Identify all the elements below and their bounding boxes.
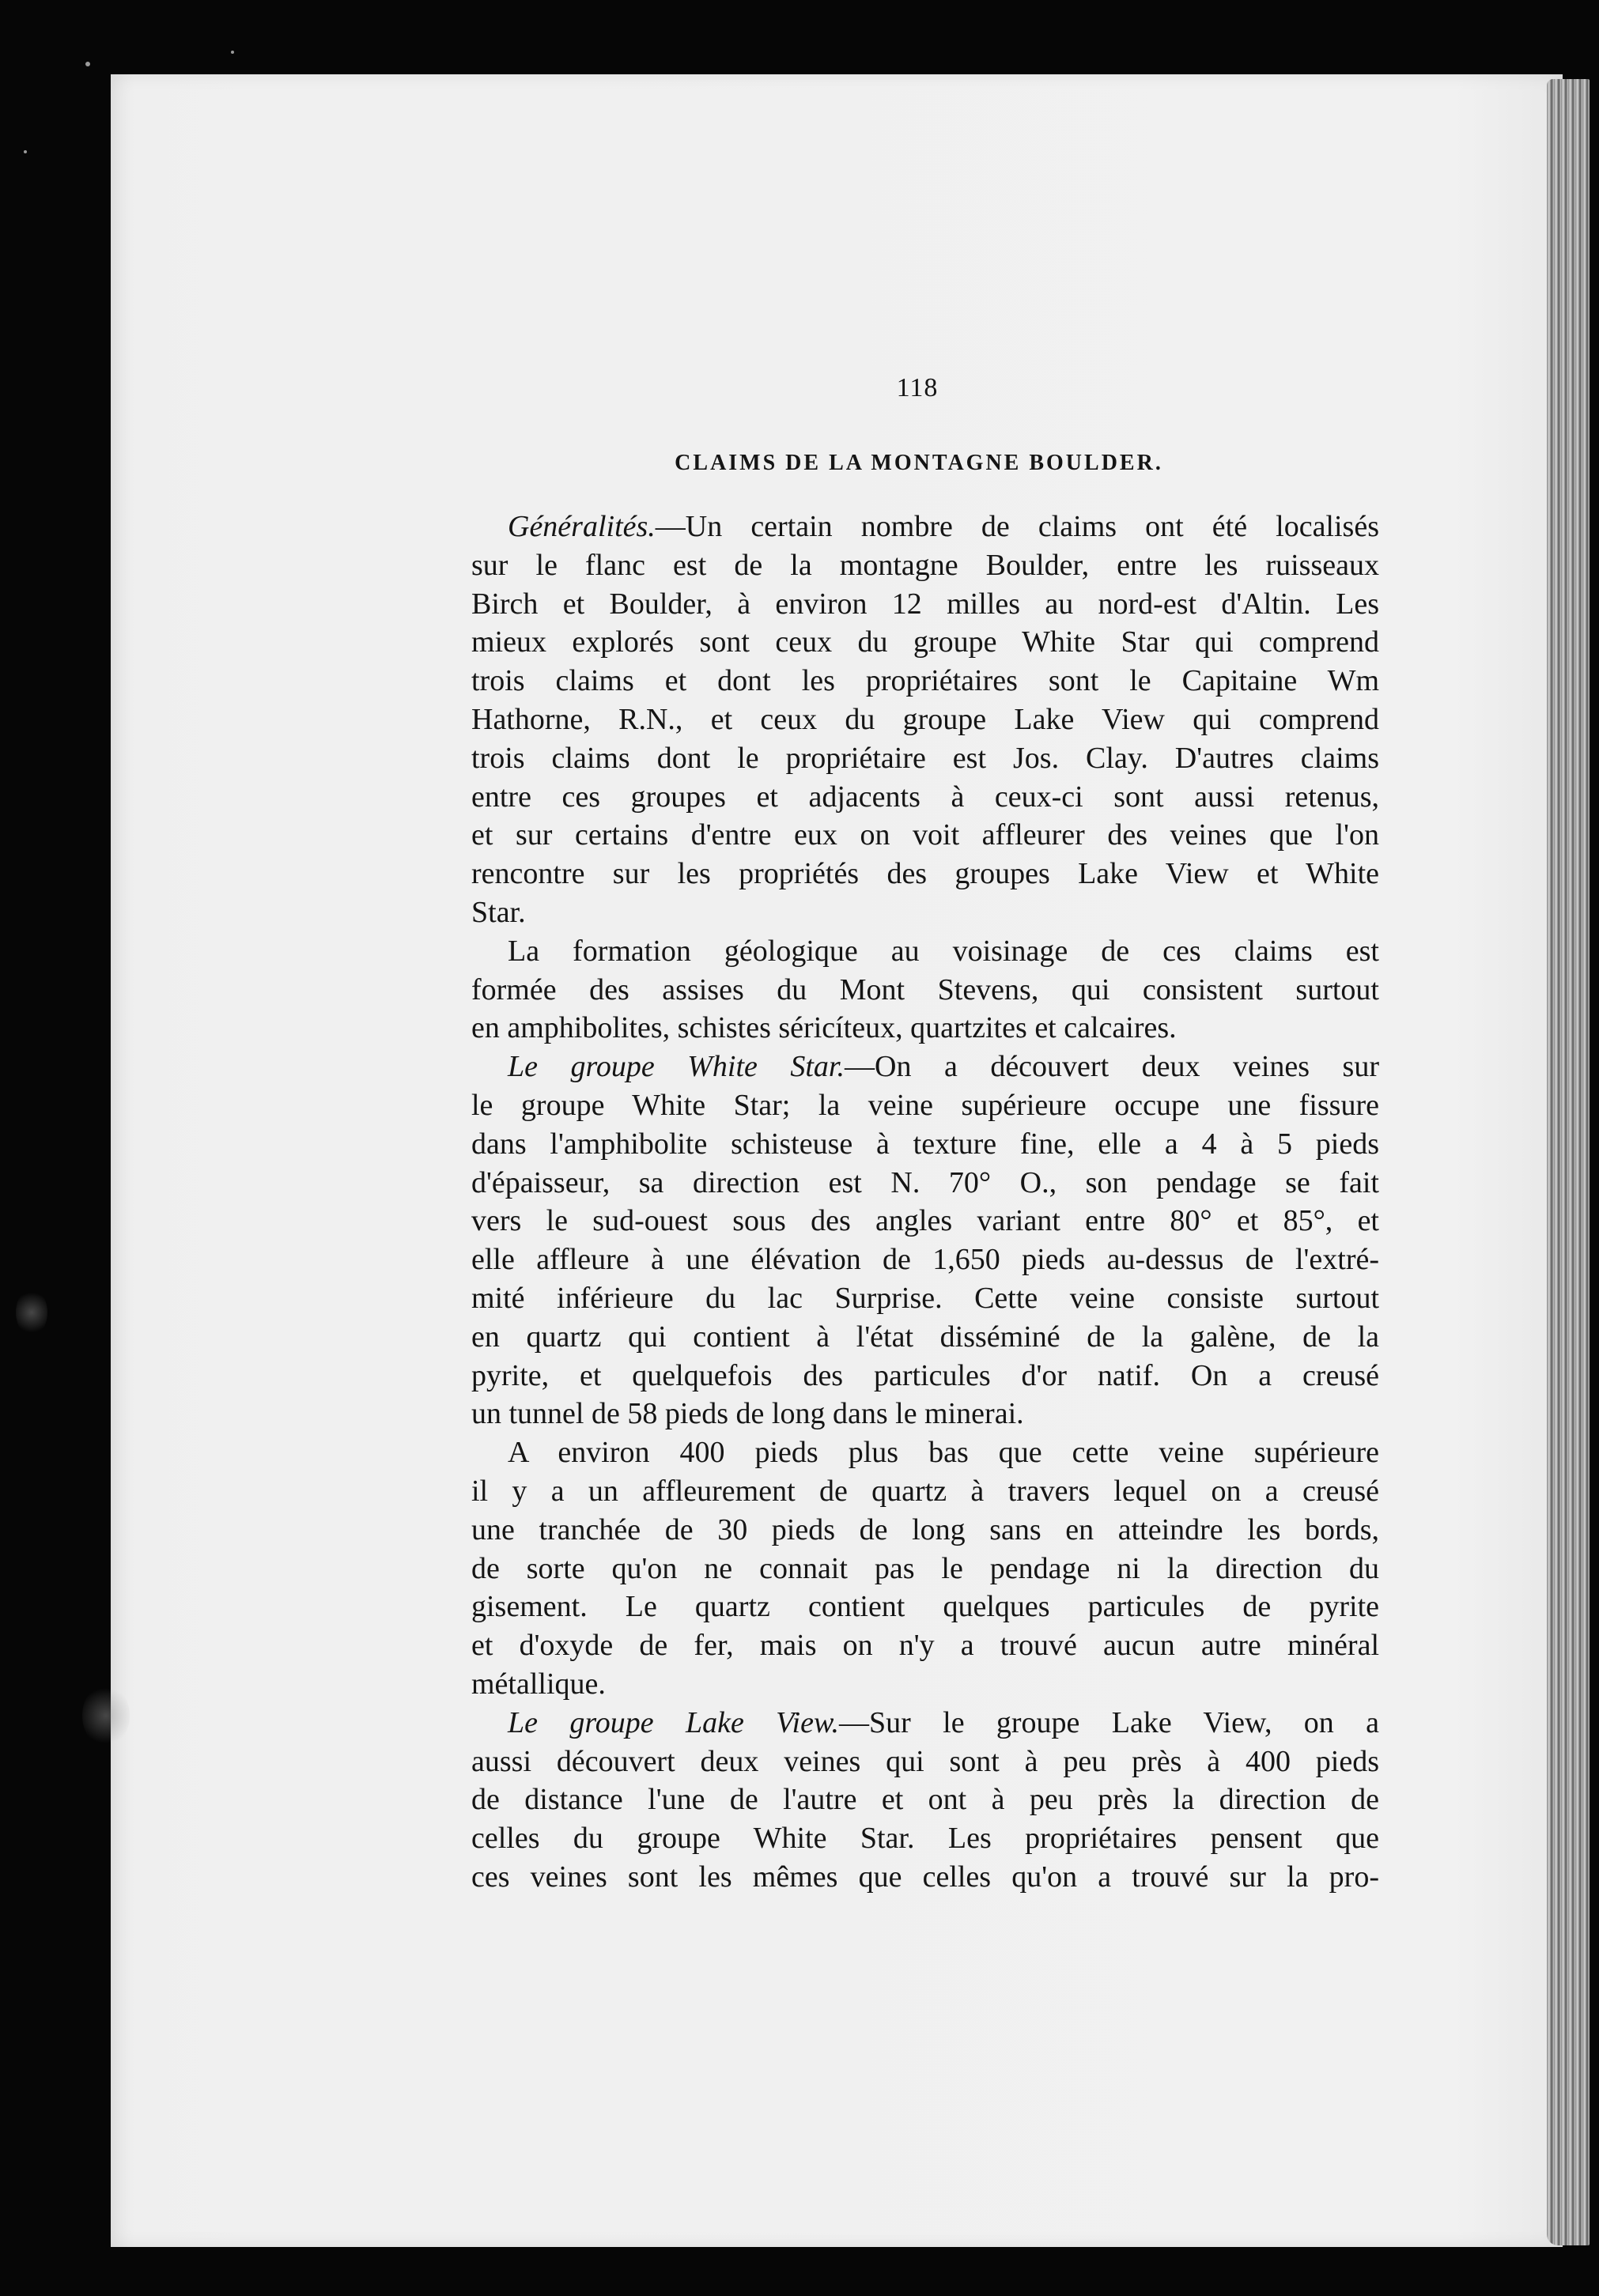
text-line: pyrite, et quelquefois des particules d'or natif. On a creusé — [471, 1358, 1379, 1392]
text-line: Birch et Boulder, à environ 12 milles au nord-est d'Altin. Les — [471, 587, 1379, 621]
text-line: formée des assises du Mont Stevens, qui consistent surtout — [471, 972, 1379, 1006]
run-in-heading: Généralités. — [508, 510, 656, 543]
dust-speck — [85, 62, 90, 66]
text-line: sur le flanc est de la montagne Boulder, entre les ruisseaux — [471, 548, 1379, 582]
text-line: celles du groupe White Star. Les propriétaires pensent que — [471, 1822, 1379, 1856]
page-edge-stack — [1547, 79, 1590, 2245]
text-line: ces veines sont les mêmes que celles qu'on a trouvé sur la pro- — [471, 1860, 1379, 1894]
text-line: dans l'amphibolite schisteuse à texture fine, elle a 4 à 5 pieds — [471, 1127, 1379, 1161]
text-line: en amphibolites, schistes séricíteux, quartzites et calcaires. — [471, 1011, 1177, 1045]
text-line: A environ 400 pieds plus bas que cette veine supérieure — [508, 1436, 1379, 1470]
scan-glare — [16, 1289, 47, 1336]
run-in-heading: Le groupe Lake View. — [508, 1705, 839, 1739]
text-line: Le groupe Lake View.—Sur le groupe Lake View, on a — [508, 1705, 1379, 1739]
text-line: de distance l'une de l'autre et ont à peu près la direction de — [471, 1783, 1379, 1817]
text-line: et sur certains d'entre eux on voit affleurer des veines que l'on — [471, 818, 1379, 852]
text-line: métallique. — [471, 1667, 606, 1701]
text-line: mité inférieure du lac Surprise. Cette veine consiste surtout — [471, 1281, 1379, 1315]
text-line: une tranchée de 30 pieds de long sans en atteindre les bords, — [471, 1512, 1379, 1546]
run-in-heading: Le groupe White Star. — [508, 1050, 845, 1084]
dust-speck — [24, 150, 27, 153]
text-line: Star. — [471, 895, 526, 929]
text-line: entre ces groupes et adjacents à ceux-ci sont aussi retenus, — [471, 780, 1379, 814]
text-line: Généralités.—Un certain nombre de claims ont été localisés — [508, 510, 1379, 543]
text-line: en quartz qui contient à l'état disséminé de la galène, de la — [471, 1320, 1379, 1354]
text-line: rencontre sur les propriétés des groupes Lake View et White — [471, 857, 1379, 891]
text-line: gisement. Le quartz contient quelques particules de pyrite — [471, 1590, 1379, 1624]
text-line: le groupe White Star; la veine supérieure occupe une fissure — [471, 1088, 1379, 1122]
page-number: 118 — [896, 373, 939, 402]
text-line: elle affleure à une élévation de 1,650 pieds au-dessus de l'extré- — [471, 1243, 1379, 1277]
text-line: Hathorne, R.N., et ceux du groupe Lake View qui comprend — [471, 702, 1379, 736]
text-line: et d'oxyde de fer, mais on n'y a trouvé aucun autre minéral — [471, 1629, 1379, 1663]
text-line: trois claims dont le propriétaire est Jos. Clay. D'autres claims — [471, 741, 1379, 775]
body-text — [471, 508, 1379, 1897]
text-line: de sorte qu'on ne connait pas le pendage ni la direction du — [471, 1551, 1379, 1585]
text-line: aussi découvert deux veines qui sont à peu près à 400 pieds — [471, 1744, 1379, 1778]
text-line: La formation géologique au voisinage de ces claims est — [508, 934, 1379, 968]
text-line: trois claims et dont les propriétaires sont le Capitaine Wm — [471, 664, 1379, 698]
dust-speck — [231, 51, 234, 54]
text-line: d'épaisseur, sa direction est N. 70° O., son pendage se fait — [471, 1165, 1379, 1199]
scan-glare — [82, 1684, 130, 1747]
text-line: un tunnel de 58 pieds de long dans le minerai. — [471, 1397, 1024, 1431]
section-heading: CLAIMS DE LA MONTAGNE BOULDER. — [675, 451, 1163, 475]
text-line: mieux explorés sont ceux du groupe White Star qui comprend — [471, 625, 1379, 659]
text-line: il y a un affleurement de quartz à travers lequel on a creusé — [471, 1474, 1379, 1508]
text-line: vers le sud-ouest sous des angles variant entre 80° et 85°, et — [471, 1204, 1379, 1238]
text-line: Le groupe White Star.—On a découvert deux veines sur — [508, 1050, 1380, 1084]
